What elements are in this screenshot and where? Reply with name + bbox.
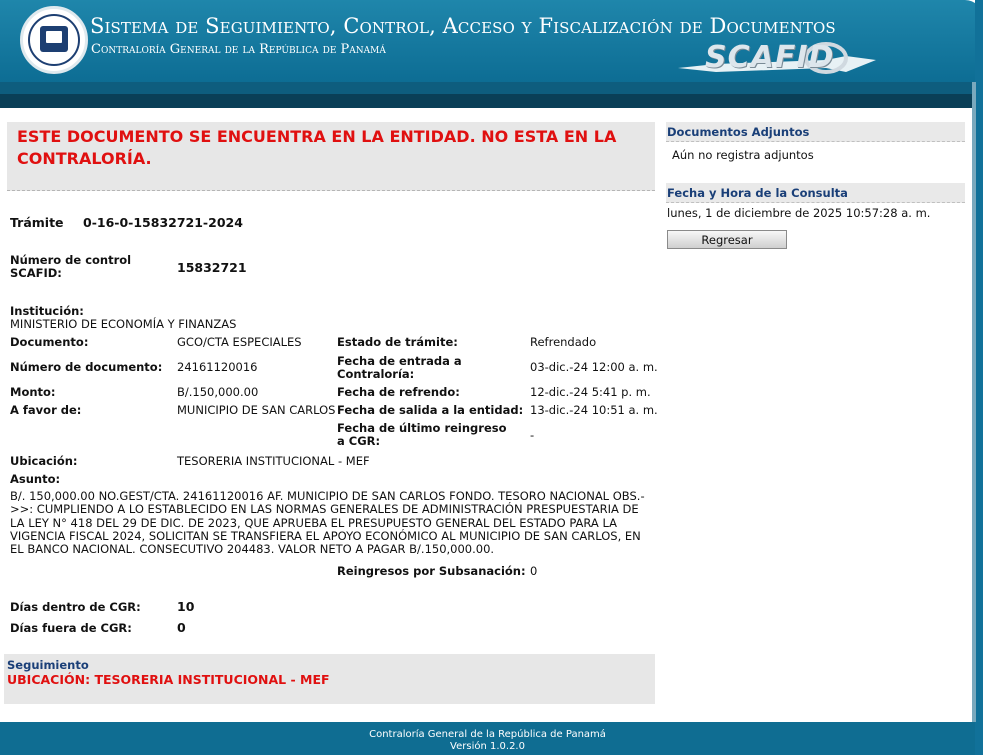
system-title: Sistema de Seguimiento, Control, Acceso y Fiscalización de Documentos [90,14,836,38]
a-favor-value: MUNICIPIO DE SAN CARLOS [177,403,336,417]
reingresos-label: Reingresos por Subsanación: [337,564,526,578]
numero-documento-value: 24161120016 [177,360,258,374]
a-favor-label: A favor de: [10,403,82,417]
dias-fuera-value: 0 [177,620,186,635]
tramite-label: Trámite [10,215,64,230]
documento-label: Documento: [10,335,89,349]
footer-version: Versión 1.0.2.0 [450,741,525,752]
fecha-refrendo-label: Fecha de refrendo: [337,385,460,399]
control-value: 15832721 [177,260,247,275]
tramite-value: 0-16-0-15832721-2024 [83,215,243,230]
control-label: Número de control SCAFID: [10,253,132,280]
fecha-salida-label: Fecha de salida a la entidad: [337,403,524,417]
fecha-salida-value: 13-dic.-24 10:51 a. m. [530,403,658,417]
adjuntos-text: Aún no registra adjuntos [672,148,814,162]
status-message: ESTE DOCUMENTO SE ENCUENTRA EN LA ENTIDAD. NO ESTA EN LA CONTRALORÍA. [17,127,617,168]
dias-dentro-value: 10 [177,599,195,614]
adjuntos-header: Documentos Adjuntos [666,122,965,142]
regresar-button[interactable]: Regresar [667,230,787,249]
status-banner [7,122,655,191]
asunto-text: B/. 150,000.00 NO.GEST/CTA. 24161120016 AF. MUNICIPIO DE SAN CARLOS FONDO. TESORO NACIONAL OBS.->>: CUMPLIENDO A LO ESTABLECIDO EN LAS NORMAS GENERALES DE ADMINISTRACIÓN PRESPUESTARIA DE LA LEY N° 418 DEL 29 DE DIC. DE 2023, QUE APRUEBA EL PRESUPUESTO GENERAL DEL ESTADO PARA LA VIGENCIA FISCAL 2024, SOLICITAN SE TRANSFIERA EL APOYO ECONÓMICO AL MUNICIPIO DE SAN CARLOS, EN EL BANCO NACIONAL. CONSECUTIVO 204483. VALOR NETO A PAGAR B/.150,000.00. [10,489,645,557]
fecha-reingreso-label: Fecha de último reingreso a CGR: [337,421,507,448]
seguimiento-title: Seguimiento [7,658,89,672]
system-subtitle: Contraloría General de la República de Panamá [91,42,386,57]
dias-fuera-label: Días fuera de CGR: [10,621,132,635]
fecha-reingreso-value: - [530,428,535,442]
consulta-value: lunes, 1 de diciembre de 2025 10:57:28 a. m. [667,206,931,220]
documento-value: GCO/CTA ESPECIALES [177,335,302,349]
header-band-dark [0,94,975,108]
dias-dentro-label: Días dentro de CGR: [10,600,141,614]
scafid-logo-text: SCAFID [705,40,835,75]
estado-value: Refrendado [530,335,597,349]
seguimiento-panel [4,654,655,704]
institucion-label: Institución: [10,304,84,318]
monto-label: Monto: [10,385,56,399]
institucion-value: MINISTERIO DE ECONOMÍA Y FINANZAS [10,317,237,331]
fecha-entrada-value: 03-dic.-24 12:00 a. m. [530,360,658,374]
consulta-header: Fecha y Hora de la Consulta [666,183,965,203]
contraloria-seal-icon [20,6,88,74]
footer-org: Contraloría General de la República de Panamá [369,729,606,740]
reingresos-value: 0 [530,564,538,578]
numero-documento-label: Número de documento: [10,360,163,374]
ubicacion-label: Ubicación: [10,454,78,468]
estado-label: Estado de trámite: [337,335,458,349]
ubicacion-value: TESORERIA INSTITUCIONAL - MEF [177,454,370,468]
seguimiento-ubicacion: UBICACIÓN: TESORERIA INSTITUCIONAL - MEF [7,672,330,687]
fecha-entrada-label: Fecha de entrada a Contraloría: [337,354,462,381]
fecha-refrendo-value: 12-dic.-24 5:41 p. m. [530,385,651,399]
right-frame [975,0,983,755]
right-frame-inner [972,82,976,722]
asunto-label: Asunto: [10,472,61,486]
monto-value: B/.150,000.00 [177,385,259,399]
